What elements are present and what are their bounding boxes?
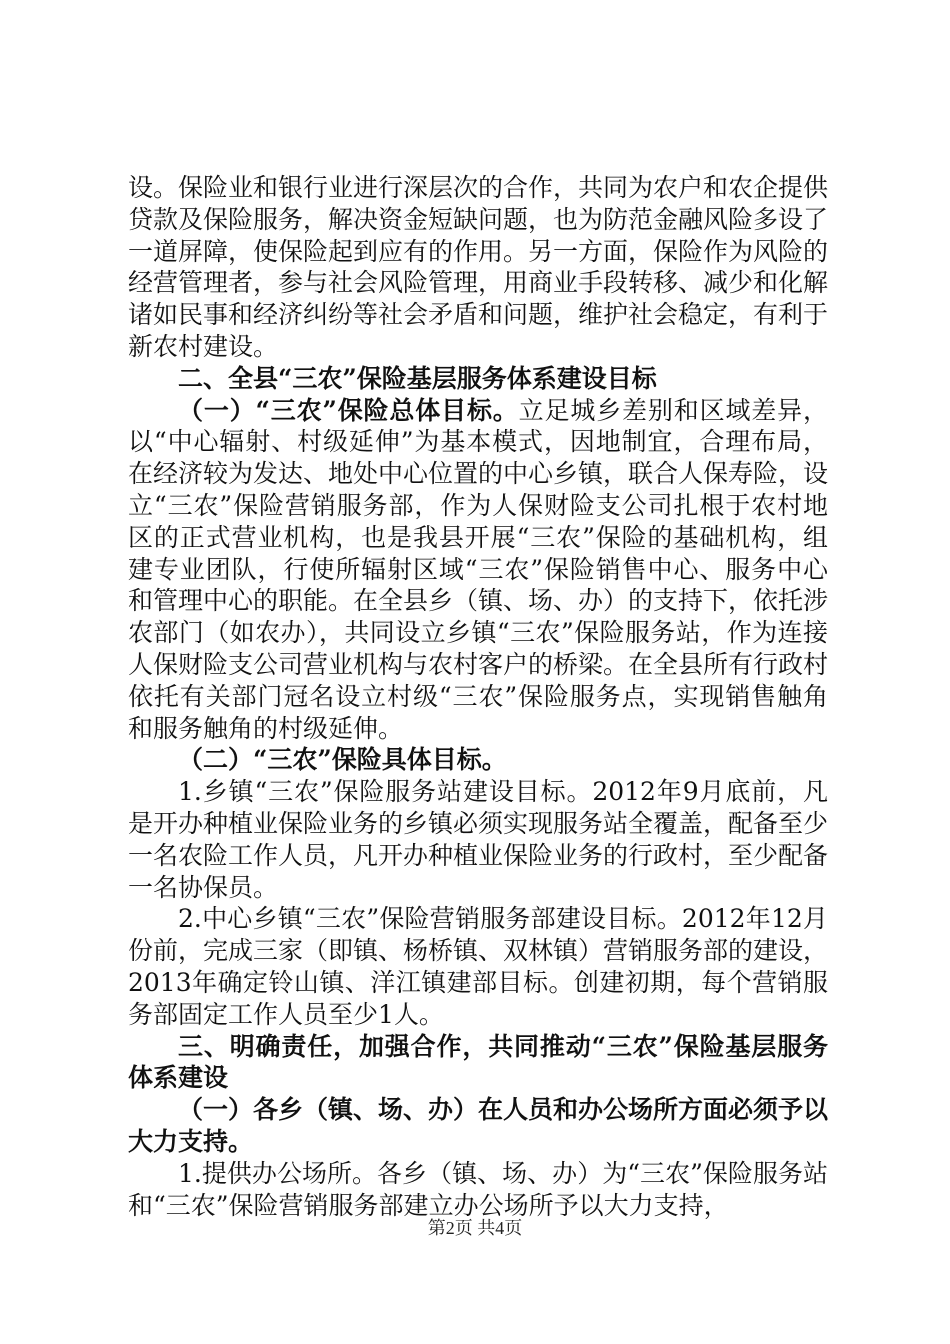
subsection-heading: （一）各乡（镇、场、办）在人员和办公场所方面必须予以大力支持。	[128, 1095, 829, 1156]
page-footer: 第2页 共4页	[427, 1218, 523, 1238]
body-paragraph	[128, 395, 828, 745]
section-heading: 三、明确责任，加强合作，共同推动“三农”保险基层服务体系建设	[128, 1031, 828, 1093]
paragraph-text: 立足城乡差别和区域差异，以“中心辐射、村级延伸”为基本模式，因地制宜，合理布局，在经济较为发达、地处中心位置的中心乡镇，联合人保寿险，设立“三农”保险营销服务部，作为人保财险支公司扎根于农村地区的正式营业机构，也是我县开展“三农”保险的基础机构，组建专业团队，行使所辐射区域“三农”保险销售中心、服务中心和管理中心的职能。在全县乡（镇、场、办）的支持下，依托涉农部门（如农办），共同设立乡镇“三农”保险服务站，作为连接人保财险支公司营业机构与农村客户的桥梁。在全县所有行政村依托有关部门冠名设立村级“三农”保险服务点，实现销售触角和服务触角的村级延伸。	[128, 395, 829, 743]
body-paragraph: 1.乡镇“三农”保险服务站建设目标。2012年9月底前，凡是开办种植业保险业务的乡镇必须实现服务站全覆盖，配备至少一名农险工作人员，凡开办种植业保险业务的行政村，至少配备一名协保员。	[128, 777, 829, 902]
document-body	[128, 172, 828, 1221]
subsection-heading: （二）“三农”保险具体目标。	[178, 745, 507, 775]
body-paragraph: 设。保险业和银行业进行深层次的合作，共同为农户和农企提供贷款及保险服务，解决资金短缺问题，也为防范金融风险多设了一道屏障，使保险起到应有的作用。另一方面，保险作为风险的经营管理者，参与社会风险管理，用商业手段转移、减少和化解诸如民事和经济纠纷等社会矛盾和问题，维护社会稳定，有利于新农村建设。	[128, 173, 829, 361]
section-heading: 二、全县“三农”保险基层服务体系建设目标	[178, 363, 657, 393]
body-paragraph: 1.提供办公场所。各乡（镇、场、办）为“三农”保险服务站和“三农”保险营销服务部建立办公场所予以大力支持，	[128, 1158, 828, 1220]
body-paragraph: 2.中心乡镇“三农”保险营销服务部建设目标。2012年12月份前，完成三家（即镇、杨桥镇、双林镇）营销服务部的建设，2013年确定铃山镇、洋江镇建部目标。创建初期，每个营销服务部固定工作人员至少1人。	[128, 904, 829, 1029]
subsection-heading: （一）“三农”保险总体目标。	[178, 395, 519, 425]
